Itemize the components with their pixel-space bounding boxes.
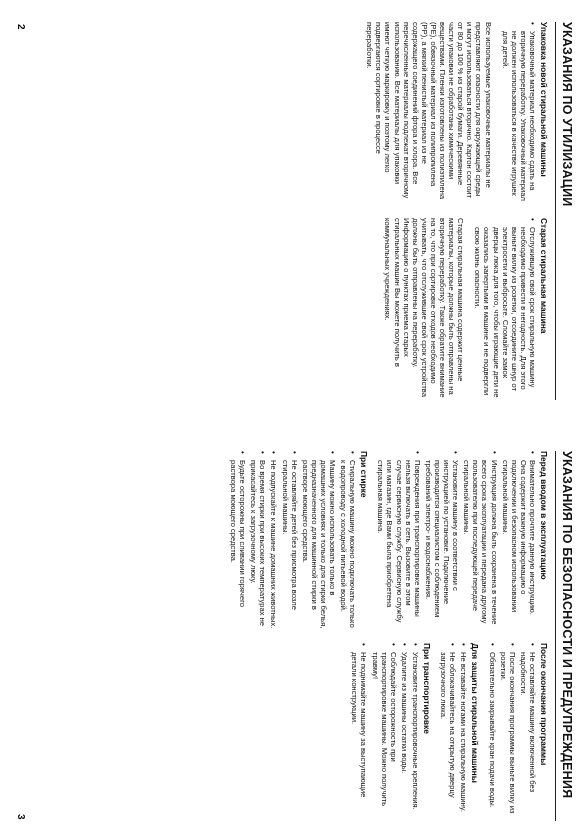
bullet-item: • Соблюдайте осторожность при транспортировке машины. Можно получить травму! [371,643,398,821]
paragraph: Старая стиральная машина содержит ценные материалы, которые должны быть отправлены на вторичную переработку. Также обратите внимание на то, что при сортировке отходов необходимо учитывать, что отслужившие свой срок устройства должны быть отправлены на переработку. Информацию о пунктах приема старых стиральных машин Вы можете получить в коммунальных учреждениях. [383,218,466,398]
paragraph: Все используемые упаковочные материалы не представляют опасности для окружающей среды и могут использоваться вторично. Картон состоит от 80 до 100 % из старой бумаги. Деревянные части упаковки не обработаны химическими веществами. Пленки изготовлены из полиэтилена (PE), обвязочный материал из полипропилена (PP), а мягкий пенистый материал из не содержащего соединений фтора и хлора. Все перечисленные материалы подлежат вторичному использованию. Все материалы для упаковки имеют четкую маркировку и поэтому легко подвергаются сортировке в процессе переработки. [365,22,493,200]
bullet-item: • Не оставляйте машину включенной без надобности. [519,643,537,821]
left-page-title: УКАЗАНИЯ ПО УТИЛИЗАЦИИ [560,22,574,207]
left-col-1 [363,22,548,202]
right-page [0,419,588,838]
bullet-item: • Не облокачивайтесь на открытую дверцу загрузочного люка. [439,643,457,821]
page-number: 3 [15,814,26,820]
bullet-item: • Повреждения при транспортировке машины нельзя включать в сеть. Вызовите в этом случае сервисную службу. Сервисную службу или магазин, где Вами была приобретена стиральная машина. [376,451,421,629]
bullet-item: • Установите машину в соответствии с инструкцией по установке. Подключение производится специалистом с соблюдением требований электро- и водоснабжения. [424,451,460,629]
bullet-item: • Не поднимайте машину за выступающие детали конструкции. [350,643,368,821]
bullet-item: • Отслужившую свой срок стиральную машину необходимо привести в негодность. Для этого выньте вилку из розетки, отсоедините шнур от электросети и выбросьте. Сломайте замок дверцы люка для того, чтобы играющие дети не оказались запертыми в машине и не подвергли свою жизнь опасности. [473,218,537,400]
right-col-1 [227,451,548,629]
left-col-2 [381,218,548,400]
bullet-item: • Установите транспортировочные крепления. [411,643,420,821]
page-number: 2 [15,24,26,30]
section-heading: После окончания программы [539,643,549,766]
title-rule [555,451,556,821]
section-heading: Для защиты стиральной машины [470,643,481,783]
bullet-item: • Не подпускайте к машине домашних животных. [269,451,278,629]
bullet-item: • Внимательно прочтите данную инструкцию. Она содержит важную информацию о подключении и безопасном использовании стиральной машины. [501,451,537,629]
bullet-item: • Стиральную машину можно подключать только к водопроводу с холодной питьевой водой. [339,451,357,629]
section-heading: При стирке [359,451,370,498]
right-page-title: УКАЗАНИЯ ПО БЕЗОПАСНОСТИ И ПРЕДУПРЕЖДЕНИЯ [560,451,574,799]
bullet-item: • Не вставайте ногами на стиральную машину. [459,643,468,821]
section-heading: Упаковка новой стиральной машины [539,22,549,177]
bullet-item: • Будьте осторожны при сливании горячего раствора моющего средства. [229,451,247,629]
title-rule [555,22,556,400]
right-col-2 [348,643,548,821]
bullet-item: • Во время стирки при высоких температурах не прикасайтесь к загрузочному люку. [249,451,267,629]
bullet-item: • Инструкция должна быть сохранена в течение всего срока эксплуатации и передана другому пользователю при последующей передаче стиральной машины. [462,451,498,629]
section-heading: Старая стиральная машина [539,218,549,334]
bullet-item: • Упаковочный материал необходимо сдать на вторичную переработку. Упаковочный материал не должен использоваться в качестве игрушек для детей. [501,22,537,202]
bullet-item: • Удалите из машины остатки воды. [400,643,409,821]
section-heading: При транспортировке [422,643,433,734]
bullet-item: • Обязательно закрывайте кран подачи воды. [487,643,496,821]
section-heading: Перед вводом в эксплуатацию [539,451,549,580]
bullet-item: • Не оставляйте детей без присмотра возле стиральной машины. [280,451,298,629]
bullet-item: • После окончания программы выньте вилку из розетки. [499,643,517,821]
bullet-item: • Машину можно использовать только в домашних условиях и только для стирки белья, предназначенного для машинной стирки в растворе моющего средства. [301,451,337,629]
